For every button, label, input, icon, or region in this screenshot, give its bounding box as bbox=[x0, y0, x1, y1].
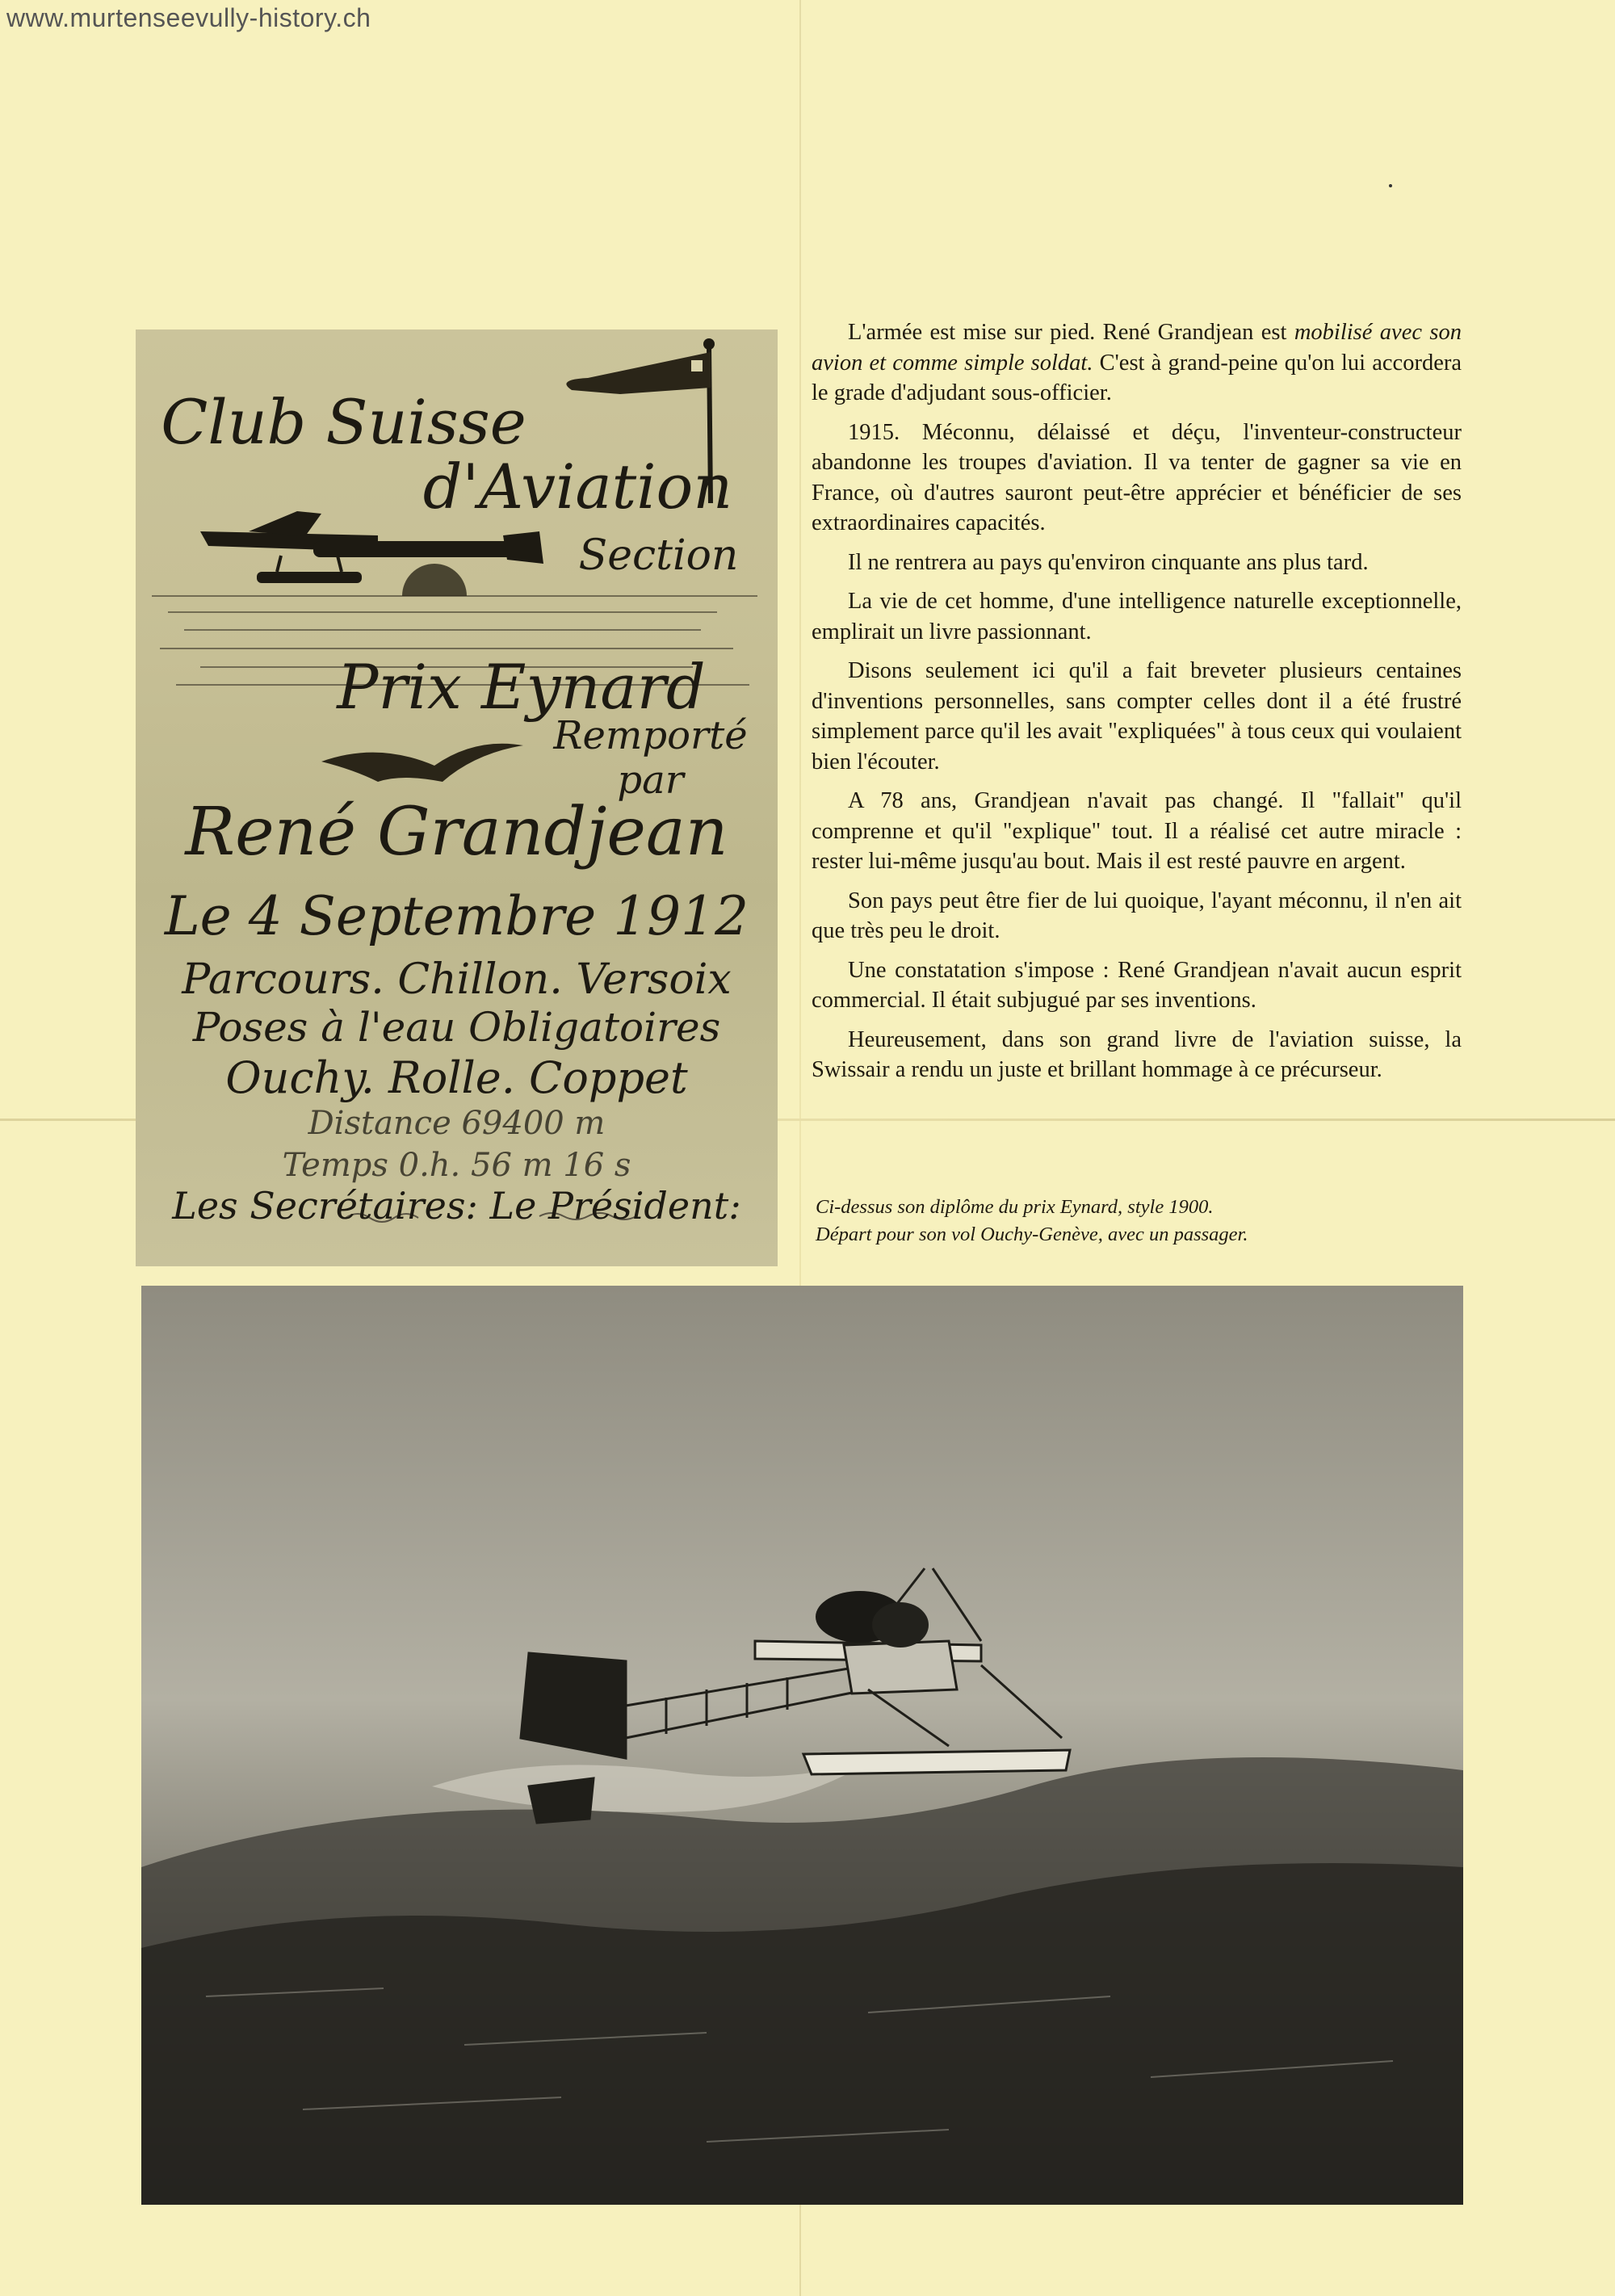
diploma-line-towns: Ouchy. Rolle. Coppet bbox=[225, 1052, 688, 1103]
caption-line-2: Départ pour son vol Ouchy-Genève, avec un passager. bbox=[816, 1224, 1248, 1245]
speck bbox=[1389, 184, 1392, 187]
diploma-line-time: Temps 0.h. 56 m 16 s bbox=[282, 1147, 631, 1184]
paragraph-1-text-c: C'est à grand-peine qu'on lui accordera le grade d'adjudant sous-officier. bbox=[812, 350, 1462, 405]
caption-line-1: Ci-dessus son diplôme du prix Eynard, style 1900. bbox=[816, 1196, 1214, 1218]
paragraph-4: La vie de cet homme, d'une intelligence naturelle exceptionnelle, emplirait un livre passionnant. bbox=[812, 589, 1462, 644]
diploma-line-club: Club Suisse bbox=[161, 386, 526, 458]
diploma-line-remporte: Remporté bbox=[553, 713, 748, 758]
paragraph-9: Heureusement, dans son grand livre de l'aviation suisse, la Swissair a rendu un juste et brillant hommage à ce précurseur. bbox=[812, 1026, 1462, 1082]
diploma-line-winner: René Grandjean bbox=[185, 794, 728, 871]
diploma-line-signatures: Les Secrétaires: Le Président: bbox=[172, 1184, 741, 1228]
paragraph-1 bbox=[812, 317, 1462, 409]
article-body bbox=[812, 317, 1462, 1094]
diploma-line-route: Parcours. Chillon. Versoix bbox=[182, 955, 732, 1004]
paragraph-6: A 78 ans, Grandjean n'avait pas changé. Il "fallait" qu'il comprenne et qu'il "explique" tout. Il a réalisé cet autre miracle : rester lui-même jusqu'au bout. Mais il est resté pauvre en argent. bbox=[812, 788, 1462, 874]
paragraph-5: Disons seulement ici qu'il a fait breveter plusieurs centaines d'inventions personnelles, sans compter celles dont il a été frustré simplement parce qu'il les avait "expliquées" à tous ceux qui voulaient bien l'écouter. bbox=[812, 658, 1462, 774]
diploma-line-aviation: d'Aviation bbox=[422, 451, 733, 523]
diploma-line-par: par bbox=[617, 758, 684, 803]
diploma-line-date: Le 4 Septembre 1912 bbox=[164, 885, 749, 947]
diploma-line-distance: Distance 69400 m bbox=[308, 1105, 606, 1142]
seaplane-photo-art bbox=[141, 1286, 1463, 2205]
figure-caption bbox=[816, 1194, 1478, 1249]
watermark-url: www.murtenseevully-history.ch bbox=[6, 3, 371, 32]
diploma-image bbox=[136, 329, 778, 1266]
diploma-line-section: Section bbox=[578, 531, 739, 580]
diploma-line-prize: Prix Eynard bbox=[337, 651, 706, 723]
paragraph-1-emphasis: mobilisé avec son avion et comme simple soldat. bbox=[812, 320, 1462, 376]
paragraph-7: Son pays peut être fier de lui quoique, l'ayant méconnu, il n'en ait que très peu le droit. bbox=[812, 888, 1462, 943]
paragraph-1-text-a: L'armée est mise sur pied. René Grandjean est bbox=[848, 320, 1294, 345]
seaplane-photo bbox=[141, 1286, 1463, 2205]
paragraph-2: 1915. Méconnu, délaissé et déçu, l'inventeur-constructeur abandonne les troupes d'aviation. Il va tenter de gagner sa vie en France, où d'autres sauront peut-être apprécier et bénéficier de ses extraordinaires capacités. bbox=[812, 419, 1462, 535]
paragraph-8: Une constatation s'impose : René Grandjean n'avait aucun esprit commercial. Il était subjugué par ses inventions. bbox=[812, 957, 1462, 1013]
paragraph-3: Il ne rentrera au pays qu'environ cinquante ans plus tard. bbox=[848, 549, 1369, 575]
diploma-line-poses: Poses à l'eau Obligatoires bbox=[192, 1004, 721, 1051]
